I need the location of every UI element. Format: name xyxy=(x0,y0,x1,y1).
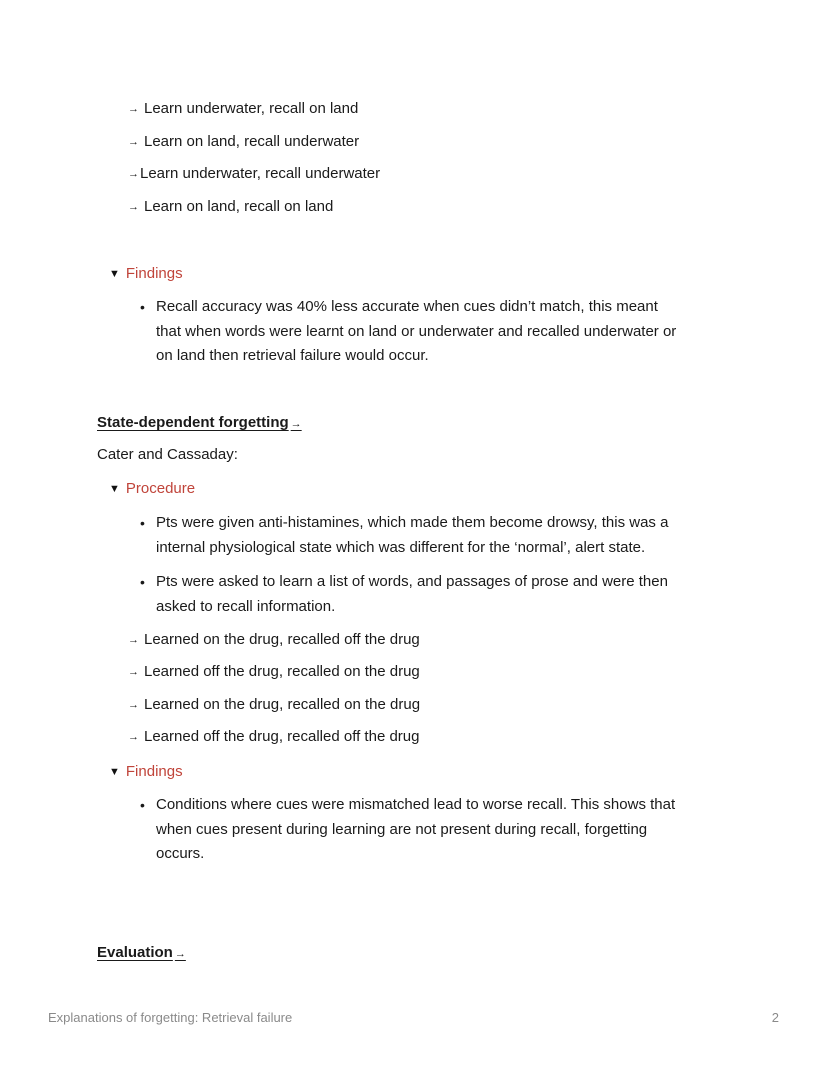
bullet-icon: • xyxy=(140,515,145,531)
list-item xyxy=(140,570,668,619)
footer-title: Explanations of forgetting: Retrieval failure xyxy=(48,1010,293,1025)
arrow-icon: → xyxy=(128,634,139,646)
triangle-down-icon: ▼ xyxy=(109,268,120,280)
list-item xyxy=(140,295,676,369)
procedure-toggle[interactable] xyxy=(109,477,195,501)
arrow-icon: → xyxy=(128,168,139,180)
arrow-icon: → xyxy=(128,731,139,743)
bullet-text: Pts were given anti-histamines, which made them become drowsy, this was a internal physiological state which was different for the ‘normal’, alert state. xyxy=(156,514,669,556)
condition-item: →Learn underwater, recall underwater xyxy=(128,162,380,186)
subtitle: Cater and Cassaday: xyxy=(97,446,238,463)
toggle-label: Procedure xyxy=(125,480,196,497)
arrow-icon: → xyxy=(290,418,302,430)
condition-item: → Learn on land, recall on land xyxy=(128,195,333,219)
arrow-icon: → xyxy=(128,699,139,711)
arrow-icon: → xyxy=(128,103,139,115)
bullet-icon: • xyxy=(140,797,145,813)
bullet-icon: • xyxy=(140,299,145,315)
arrow-icon: → xyxy=(128,201,139,213)
section-heading: Evaluation → xyxy=(97,941,186,966)
triangle-down-icon: ▼ xyxy=(109,483,120,495)
bullet-text: Conditions where cues were mismatched lead to worse recall. This shows that when cues present during learning are not present during recall, forgetting occurs. xyxy=(156,796,676,862)
findings-toggle[interactable] xyxy=(109,760,183,784)
condition-item: → Learn on land, recall underwater xyxy=(128,130,359,154)
section-heading: State-dependent forgetting → xyxy=(97,411,302,436)
condition-item: → Learned off the drug, recalled on the drug xyxy=(128,660,420,684)
condition-item: → Learned on the drug, recalled on the drug xyxy=(128,693,420,717)
toggle-label: Findings xyxy=(125,763,183,780)
findings-toggle[interactable] xyxy=(109,262,183,286)
page-number: 2 xyxy=(771,1010,779,1025)
arrow-icon: → xyxy=(128,136,139,148)
list-item xyxy=(140,793,675,867)
arrow-icon: → xyxy=(174,948,186,960)
bullet-text: Recall accuracy was 40% less accurate when cues didn’t match, this meant that when words were learnt on land or underwater and recalled underwater or on land then retrieval failure would occur. xyxy=(156,298,677,364)
triangle-down-icon: ▼ xyxy=(109,766,120,778)
bullet-text: Pts were asked to learn a list of words, and passages of prose and were then asked to recall information. xyxy=(156,573,668,615)
list-item xyxy=(140,511,668,560)
toggle-label: Findings xyxy=(125,265,183,282)
bullet-icon: • xyxy=(140,574,145,590)
condition-item: → Learned off the drug, recalled off the drug xyxy=(128,725,419,749)
arrow-icon: → xyxy=(128,666,139,678)
condition-item: → Learn underwater, recall on land xyxy=(128,97,358,121)
condition-item: → Learned on the drug, recalled off the drug xyxy=(128,628,420,652)
